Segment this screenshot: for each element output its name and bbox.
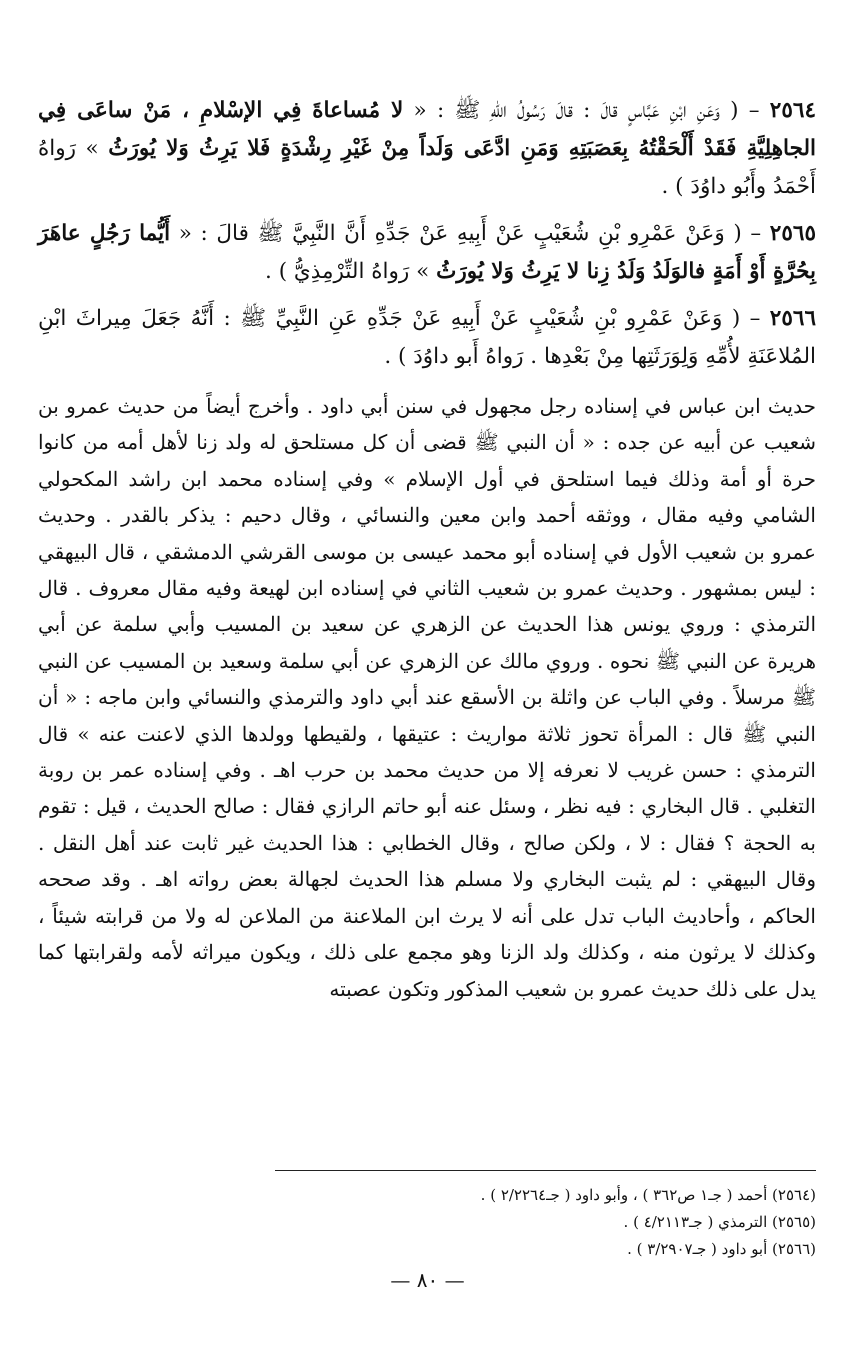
hadith-number: ٢٥٦٤	[769, 98, 816, 123]
footnotes	[38, 1182, 816, 1263]
hadith-source: » رَواهُ التِّرْمِذِيُّ ) .	[265, 259, 437, 284]
hadith-2564	[38, 92, 816, 206]
hadith-intro: – ( وَعَنْ عَمْرِو بْنِ شُعَيْبٍ عَنْ أَبِيهِ عَنْ جَدِّهِ عَنِ النَّبِيِّ ﷺ : أَنَّهُ جَعَلَ مِيراثَ ابْنِ المُلاعَنَةِ لأُمِّهِ وَلِوَرَثَتِها مِنْ بَعْدِها . رَواهُ أَبو داوُدَ ) .	[38, 306, 816, 369]
hadith-intro: – ( وَعَنْ عَمْرِو بْنِ شُعَيْبٍ عَنْ أَبِيهِ عَنْ جَدِّهِ أَنَّ النَّبِيَّ ﷺ قالَ : «	[170, 221, 770, 246]
footnote-2566: (٢٥٦٦) أبو داود ( جـ٣/٢٩٠٧ ) .	[627, 1240, 816, 1258]
hadith-matn: أَيُّما رَجُلٍ عاهَرَ بِحُرَّةٍ أَوْ أَمَةٍ فالوَلَدُ وَلَدُ زِنا لا يَرِثُ وَلا يُورَثُ	[38, 221, 816, 284]
page-number: — ٨٠ —	[390, 1268, 465, 1292]
footnote-2565: (٢٥٦٥) الترمذي ( جـ٤/٢١١٣ ) .	[623, 1213, 816, 1231]
hadith-intro: – ( وَعَنِ ابْنِ عَبَّاسٍ قالَ : قالَ رَسُولُ اللهِ ﷺ : «	[403, 98, 770, 123]
hadith-matn: لا مُساعاةَ فِي الإسْلامِ ، مَنْ ساعَى فِي الجاهِلِيَّةِ فَقَدْ أَلْحَقْتُهُ بِعَصَبَتِهِ وَمَنِ ادَّعَى وَلَداً مِنْ غَيْرِ رِشْدَةٍ فَلا يَرِثُ وَلا يُورَثُ	[38, 98, 817, 161]
hadith-source: » رَواهُ أَحْمَدُ وأَبُو داوُدَ ) .	[38, 136, 816, 199]
hadith-2565	[38, 215, 816, 291]
page-body	[38, 92, 816, 1007]
footnote-divider	[275, 1170, 816, 1171]
commentary-text: حديث ابن عباس في إسناده رجل مجهول في سنن أبي داود . وأخرج أيضاً من حديث عمرو بن شعيب عن أبيه عن جده : « أن النبي ﷺ قضى أن كل مستلحق له ولد زنا لأهل أمه من كانوا حرة أو أمة وذلك فيما استلحق في أول الإسلام » وفي إسناده محمد ابن راشد المكحولي الشامي وفيه مقال ، ووثقه أحمد وابن معين والنسائي ، وقال دحيم : يذكر بالقدر . وحديث عمرو بن شعيب الأول في إسناده أبو محمد عيسى بن موسى القرشي الدمشقي ، قال البيهقي : ليس بمشهور . وحديث عمرو بن شعيب الثاني في إسناده ابن لهيعة وفيه مقال معروف . قال الترمذي : وروي يونس هذا الحديث عن الزهري عن سعيد بن المسيب وأبي سلمة عن أبي هريرة عن النبي ﷺ نحوه . وروي مالك عن الزهري عن أبي سلمة وسعيد بن المسيب عن النبي ﷺ مرسلاً . وفي الباب عن واثلة بن الأسقع عند أبي داود والترمذي والنسائي وابن ماجه : « أن النبي ﷺ قال : المرأة تحوز ثلاثة مواريث : عتيقها ، ولقيطها وولدها الذي لاعنت عنه » قال الترمذي : حسن غريب لا نعرفه إلا من حديث محمد بن حرب اهـ . وفي إسناده عمر بن روبة التغلبي . قال البخاري : فيه نظر ، وسئل عنه أبو حاتم الرازي فقال : صالح الحديث ، قيل : تقوم به الحجة ؟ فقال : لا ، ولكن صالح ، وقال الخطابي : هذا الحديث غير ثابت عند أهل النقل . وقال البيهقي : لم يثبت البخاري ولا مسلم هذا الحديث لجهالة بعض رواته اهـ . وقد صححه الحاكم ، وأحاديث الباب تدل على أنه لا يرث ابن الملاعنة من الملاعن له ولا من قرابته شيئاً ، وكذلك لا يرثون منه ، وكذلك ولد الزنا وهو مجمع على ذلك ، ويكون ميراثه لأمه ولقرابتها كما يدل على ذلك حديث عمرو بن شعيب المذكور وتكون عصبته	[38, 394, 816, 1001]
footnote-2564: (٢٥٦٤) أحمد ( جـ١ ص٣٦٢ ) ، وأبو داود ( جـ٢/٢٢٦٤ ) .	[480, 1186, 816, 1204]
hadith-2566	[38, 300, 816, 376]
hadith-number: ٢٥٦٦	[769, 306, 816, 331]
hadith-number: ٢٥٦٥	[769, 221, 816, 246]
